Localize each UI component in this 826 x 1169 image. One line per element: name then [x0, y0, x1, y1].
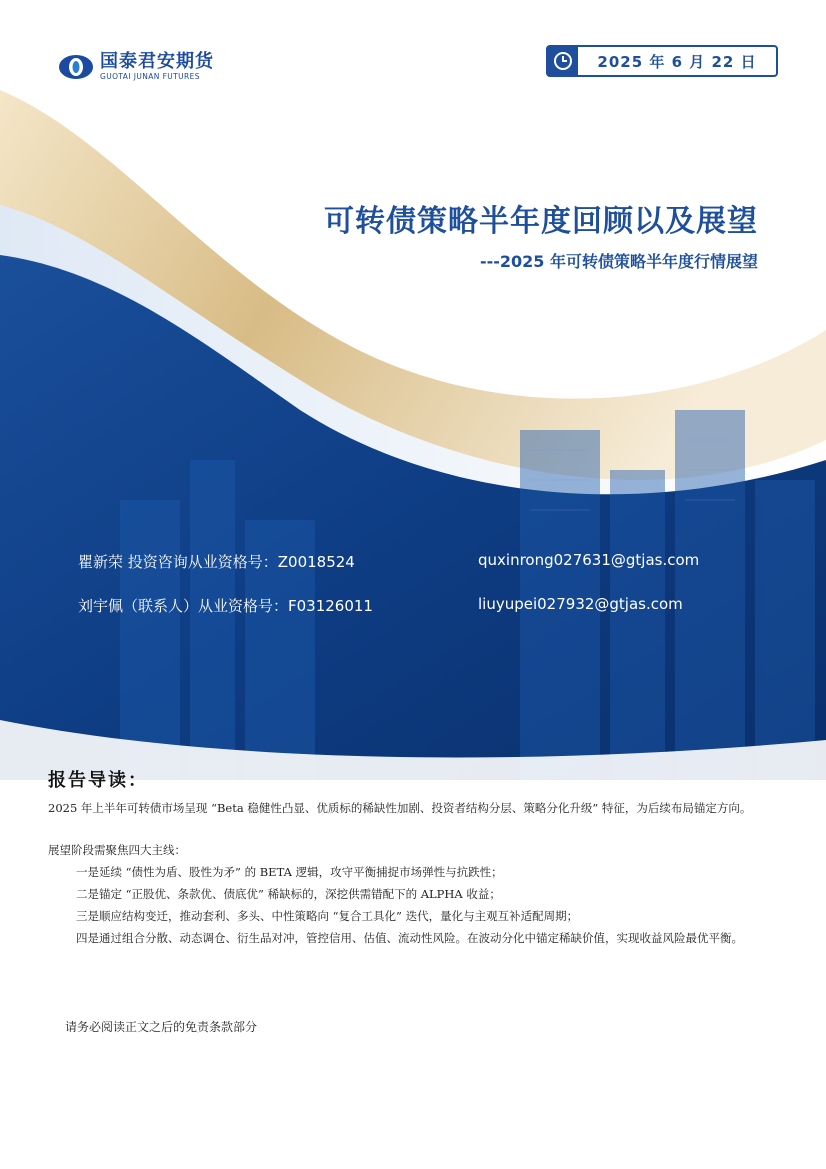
author-line	[78, 551, 700, 572]
disclaimer-note: 请务必阅读正文之后的免责条款部分	[65, 1020, 258, 1034]
guide-point: 四是通过组合分散、动态调仓、衍生品对冲，管控信用、估值、流动性风险。在波动分化中锚定稀缺价值，实现收益风险最优平衡。	[76, 931, 743, 945]
guide-point: 二是锚定 “正股优、条款优、债底优” 稀缺标的，深挖供需错配下的 ALPHA 收益；	[76, 887, 501, 901]
author-email[interactable]: quxinrong027631@gtjas.com	[478, 551, 700, 569]
guide-point: 一是延续 “债性为盾、股性为矛” 的 BETA 逻辑，攻守平衡捕捉市场弹性与抗跌性；	[76, 865, 503, 879]
report-date: 2025 年 6 月 22 日	[597, 52, 757, 71]
report-subtitle: ---2025 年可转债策略半年度行情展望	[479, 252, 758, 271]
company-logo	[58, 52, 214, 81]
guide-heading: 报告导读：	[48, 770, 148, 791]
report-date-box	[546, 45, 778, 77]
clock-icon	[548, 47, 578, 75]
author-email[interactable]: liuyupei027932@gtjas.com	[478, 595, 683, 613]
guide-lead: 展望阶段需聚焦四大主线：	[48, 843, 186, 857]
report-title: 可转债策略半年度回顾以及展望	[324, 204, 758, 239]
logo-chinese-name: 国泰君安期货	[100, 51, 214, 72]
author-credential: 瞿新荣 投资咨询从业资格号：Z0018524	[78, 553, 355, 571]
author-line	[78, 595, 683, 616]
author-credential: 刘宇佩（联系人）从业资格号：F03126011	[78, 597, 373, 615]
logo-english-name: GUOTAI JUNAN FUTURES	[100, 72, 200, 81]
guide-intro: 2025 年上半年可转债市场呈现 “Beta 稳健性凸显、优质标的稀缺性加剧、投资者结构分层、策略分化升级” 特征，为后续布局锚定方向。	[48, 801, 752, 815]
guide-point: 三是顺应结构变迁，推动套利、多头、中性策略向 “复合工具化” 迭代，量化与主观互补适配周期；	[76, 909, 579, 923]
logo-mark-icon	[58, 54, 94, 80]
